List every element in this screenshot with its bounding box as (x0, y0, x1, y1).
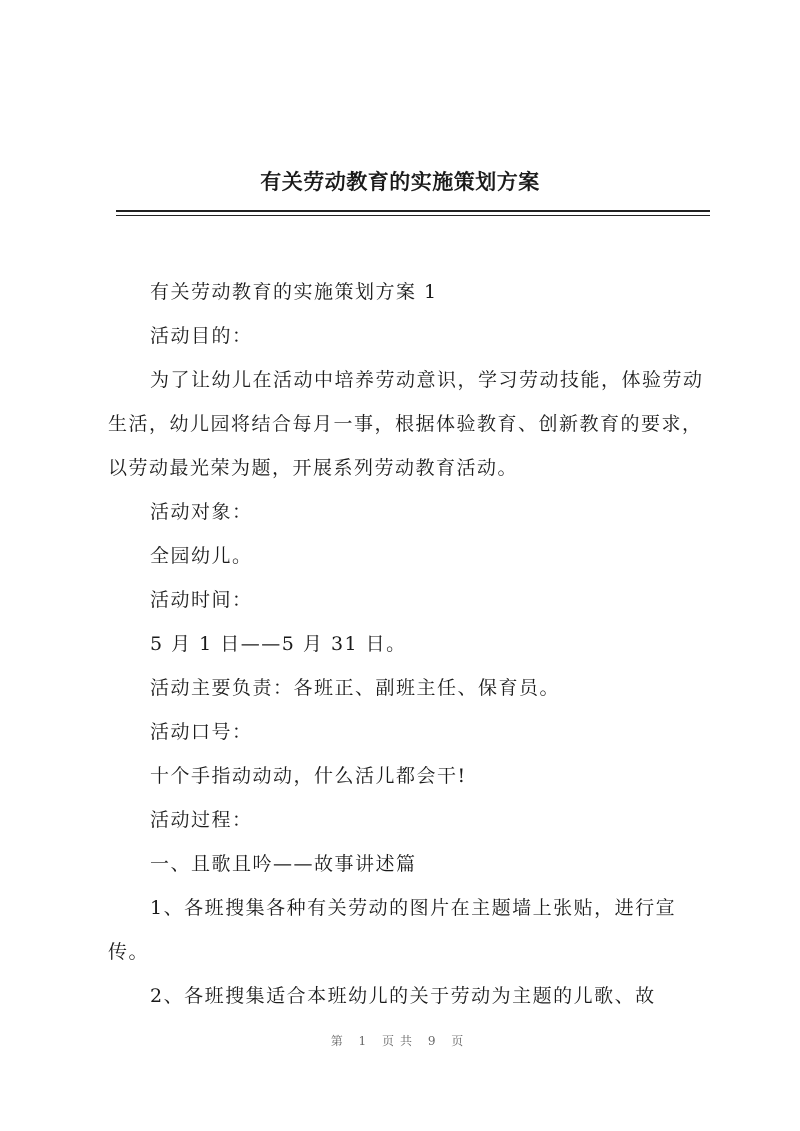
paragraph: 2、各班搜集适合本班幼儿的关于劳动为主题的儿歌、故 (150, 985, 656, 1007)
title-divider (116, 210, 710, 212)
document-body (108, 270, 714, 1018)
paragraph: 活动过程： (150, 809, 253, 831)
section-heading: 有关劳动教育的实施策划方案 1 (150, 281, 438, 303)
paragraph: 活动对象： (150, 501, 253, 523)
paragraph: 活动时间： (150, 589, 253, 611)
paragraph: 活动口号： (150, 721, 253, 743)
paragraph: 活动目的： (150, 325, 253, 347)
paragraph: 5 月 1 日——5 月 31 日。 (150, 633, 407, 655)
paragraph: 为了让幼儿在活动中培养劳动意识，学习劳动技能，体验劳动生活，幼儿园将结合每月一事，根据体验教育、创新教育的要求，以劳动最光荣为题，开展系列劳动教育活动。 (108, 369, 704, 479)
paragraph: 1、各班搜集各种有关劳动的图片在主题墙上张贴，进行宣传。 (108, 897, 677, 963)
paragraph: 活动主要负责：各班正、副班主任、保育员。 (150, 677, 561, 699)
paragraph: 全园幼儿。 (150, 545, 253, 567)
document-title: 有关劳动教育的实施策划方案 (260, 169, 540, 194)
page-number: 第 1 页共 9 页 (330, 1034, 470, 1048)
title-divider-thin (116, 215, 710, 216)
paragraph: 一、且歌且吟——故事讲述篇 (150, 853, 417, 875)
paragraph: 十个手指动动动，什么活儿都会干! (150, 765, 467, 787)
